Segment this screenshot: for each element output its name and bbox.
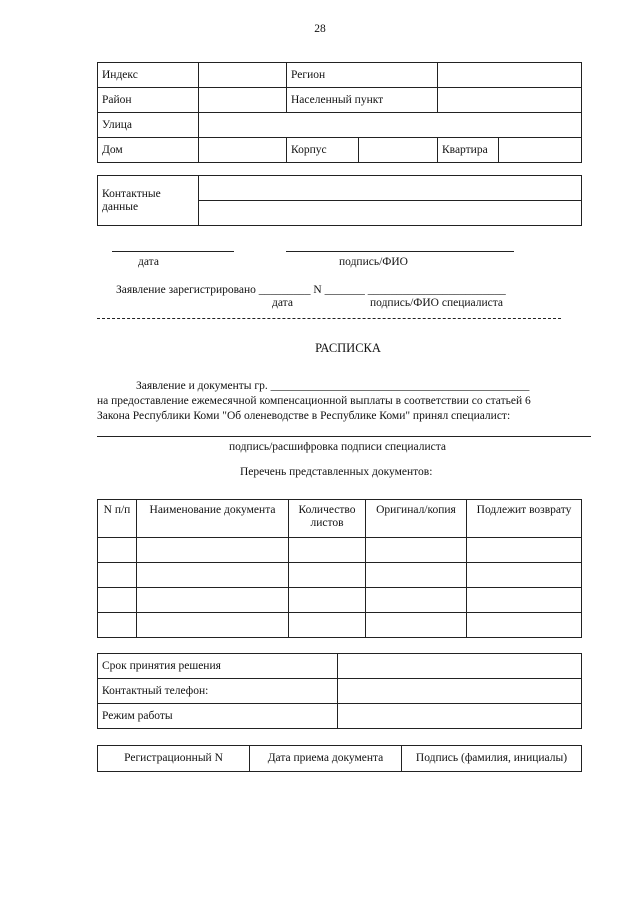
table-cell[interactable] <box>467 613 582 638</box>
street-value[interactable] <box>199 113 582 138</box>
header-original-copy: Оригинал/копия <box>366 500 467 538</box>
table-cell[interactable] <box>467 588 582 613</box>
list-title: Перечень представленных документов: <box>240 466 433 478</box>
registration-table <box>97 745 582 772</box>
table-cell[interactable] <box>137 538 289 563</box>
signature-line <box>286 251 514 252</box>
region-label: Регион <box>287 63 438 88</box>
reg-signature-header: Подпись (фамилия, инициалы) <box>402 746 582 772</box>
receipt-line-3: Закона Республики Коми "Об оленеводстве в Республике Коми" принял специалист: <box>97 410 511 422</box>
registration-date-caption: дата <box>272 297 293 309</box>
table-cell[interactable] <box>98 563 137 588</box>
district-label: Район <box>98 88 199 113</box>
documents-header-row <box>98 500 582 538</box>
building-label: Корпус <box>287 138 359 163</box>
index-value[interactable] <box>199 63 287 88</box>
contacts-label: Контактные данные <box>98 176 199 226</box>
contacts-value-2[interactable] <box>199 201 582 226</box>
table-cell[interactable] <box>98 588 137 613</box>
documents-table <box>97 499 582 638</box>
header-name: Наименование документа <box>137 500 289 538</box>
date-line <box>112 251 234 252</box>
table-cell[interactable] <box>467 538 582 563</box>
work-hours-value[interactable] <box>338 704 582 729</box>
house-value[interactable] <box>199 138 287 163</box>
index-label: Индекс <box>98 63 199 88</box>
table-cell[interactable] <box>98 613 137 638</box>
table-row <box>98 538 582 563</box>
street-label: Улица <box>98 113 199 138</box>
table-cell[interactable] <box>467 563 582 588</box>
contacts-table <box>97 175 582 226</box>
building-value[interactable] <box>359 138 438 163</box>
table-cell[interactable] <box>137 588 289 613</box>
specialist-caption: подпись/расшифровка подписи специалиста <box>229 441 447 453</box>
table-cell[interactable] <box>98 538 137 563</box>
table-cell[interactable] <box>289 538 366 563</box>
date-caption: дата <box>138 256 159 268</box>
table-cell[interactable] <box>366 563 467 588</box>
contact-phone-label: Контактный телефон: <box>98 679 338 704</box>
receipt-line-1: Заявление и документы гр. _____________________________________________ <box>136 380 530 392</box>
contact-phone-value[interactable] <box>338 679 582 704</box>
info-table <box>97 653 582 729</box>
decision-deadline-value[interactable] <box>338 654 582 679</box>
region-value[interactable] <box>438 63 582 88</box>
table-cell[interactable] <box>366 613 467 638</box>
specialist-line <box>97 436 591 437</box>
apartment-value[interactable] <box>499 138 582 163</box>
apartment-label: Квартира <box>438 138 499 163</box>
table-cell[interactable] <box>137 613 289 638</box>
table-cell[interactable] <box>137 563 289 588</box>
page-number: 28 <box>314 23 326 35</box>
table-cell[interactable] <box>289 588 366 613</box>
district-value[interactable] <box>199 88 287 113</box>
header-return: Подлежит возврату <box>467 500 582 538</box>
table-row <box>98 588 582 613</box>
cut-line <box>97 318 561 319</box>
receipt-title: РАСПИСКА <box>315 341 381 355</box>
settlement-label: Населенный пункт <box>287 88 438 113</box>
header-sheets: Количество листов <box>289 500 366 538</box>
reg-number-header: Регистрационный N <box>98 746 250 772</box>
table-cell[interactable] <box>289 613 366 638</box>
house-label: Дом <box>98 138 199 163</box>
work-hours-label: Режим работы <box>98 704 338 729</box>
registration-text: Заявление зарегистрировано _________ N _______ ________________________ <box>116 284 506 296</box>
signature-caption: подпись/ФИО <box>339 256 408 268</box>
table-cell[interactable] <box>366 538 467 563</box>
table-row <box>98 563 582 588</box>
registration-specialist-caption: подпись/ФИО специалиста <box>370 297 503 309</box>
table-cell[interactable] <box>366 588 467 613</box>
decision-deadline-label: Срок принятия решения <box>98 654 338 679</box>
contacts-value-1[interactable] <box>199 176 582 201</box>
header-number: N п/п <box>98 500 137 538</box>
receipt-line-2: на предоставление ежемесячной компенсационной выплаты в соответствии со статьей 6 <box>97 395 531 407</box>
settlement-value[interactable] <box>438 88 582 113</box>
reg-date-header: Дата приема документа <box>250 746 402 772</box>
address-table <box>97 62 582 163</box>
table-row <box>98 613 582 638</box>
table-cell[interactable] <box>289 563 366 588</box>
